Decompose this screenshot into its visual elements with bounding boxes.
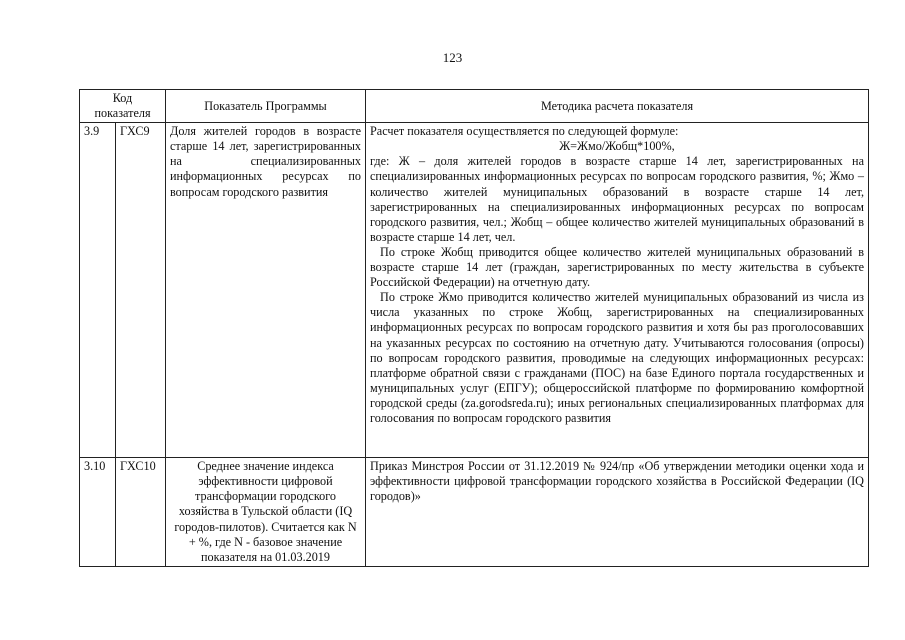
row-indicator: Доля жителей городов в возрасте старше 14 лет, зарегистрированных на специализированных информационных ресурсах по вопросам городского развития: [166, 123, 366, 458]
row-number: 3.9: [80, 123, 116, 458]
row-code: ГХС9: [116, 123, 166, 458]
row-method: [366, 123, 869, 458]
table-row: [80, 458, 869, 567]
indicator-table: [79, 89, 869, 567]
header-method: Методика расчета показателя: [366, 90, 869, 123]
header-code: Код показателя: [80, 90, 166, 123]
row-number: 3.10: [80, 458, 116, 567]
method-where: где: Ж – доля жителей городов в возрасте старше 14 лет, зарегистрированных на специализированных информационных ресурсах по вопросам городского развития, %; Жмо – количество жителей муниципальных образований в возрасте старше 14 лет, зарегистрированных на специализированных информационных ресурсах по вопросам городского развития, чел.; Жобщ – общее количество жителей муниципальных образований в возрасте старше 14 лет, чел.: [370, 154, 864, 244]
row-indicator: Среднее значение индекса эффективности цифровой трансформации городского хозяйства в Тульской области (IQ городов-пилотов). Считается как N + %, где N - базовое значение показателя на 01.03.2019: [166, 458, 366, 567]
method-paragraph-2: По строке Жмо приводится количество жителей муниципальных образований из числа из числа указанных по строке Жобщ, зарегистрированных на специализированных информационных ресурсах по вопросам городского развития и хотя бы раз проголосовавших на указанных ресурсах по состоянию на отчетную дату. Учитываются голосования (опросы) по вопросам городского развития, проводимые на следующих информационных ресурсах: платформе обратной связи с гражданами (ПОС) на базе Единого портала государственных и муниципальных услуг (ЕПГУ); общероссийской платформе по формированию комфортной городской среды (za.gorodsreda.ru); иных региональных специализированных платформах для голосования по вопросам городского развития: [370, 290, 864, 425]
method-formula: Ж=Жмо/Жобщ*100%,: [559, 139, 675, 154]
table-row: [80, 123, 869, 458]
table-header-row: [80, 90, 869, 123]
page-number: 123: [442, 50, 463, 65]
method-intro: Расчет показателя осуществляется по следующей формуле:: [370, 124, 679, 139]
header-program-indicator: Показатель Программы: [166, 90, 366, 123]
method-paragraph-1: По строке Жобщ приводится общее количество жителей муниципальных образований в возрасте старше 14 лет (граждан, зарегистрированных по месту жительства в субъекте Российской Федерации) на отчетную дату.: [370, 244, 864, 290]
row-code: ГХС10: [116, 458, 166, 567]
row-method: Приказ Минстроя России от 31.12.2019 № 924/пр «Об утверждении методики оценки хода и эффективности цифровой трансформации городского хозяйства в Российской Федерации (IQ городов)»: [366, 458, 869, 567]
